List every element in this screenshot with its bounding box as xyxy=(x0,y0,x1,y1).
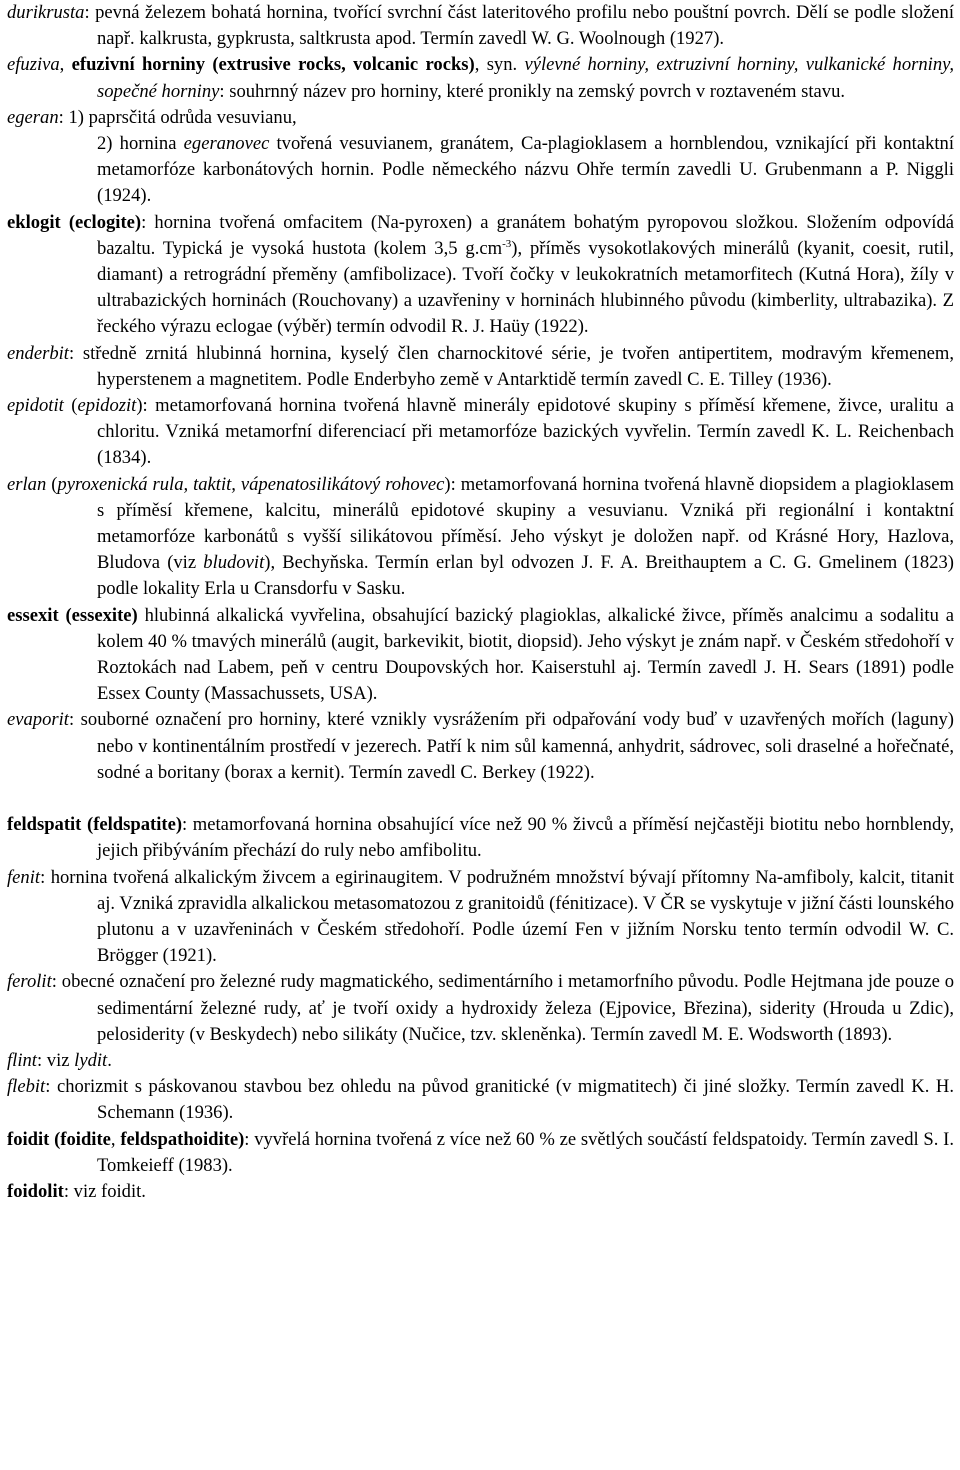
glossary-entry-durikrusta xyxy=(7,0,954,52)
entry-text: : viz foidit. xyxy=(63,1180,146,1202)
entry-text: : hornina tvořená omfacitem (Na-pyroxen) a granátem bohatým pyropovou složkou. Složením odpovídá bazaltu. Typická je vysoká hustota (kolem 3,5 g.cm xyxy=(97,211,954,259)
glossary-entry-evaporit xyxy=(7,707,954,786)
entry-text: tvořená vesuvianem, granátem, Ca-plagioklasem a hornblendou, vznikající při kontaktní metamorfóze karbonátových hornin. Podle německého názvu Ohře termín zavedli U. Grubenmann a P. Niggli (1924). xyxy=(97,133,954,207)
entry-term: egeran xyxy=(7,106,59,128)
entry-term: foidolit xyxy=(7,1180,64,1202)
entry-text: egeranovec xyxy=(183,133,270,155)
entry-text: , xyxy=(59,54,72,76)
entry-text: efuzivní horniny (extrusive rocks, volcanic rocks) xyxy=(71,54,475,76)
entry-text: ): metamorfovaná hornina tvořená hlavně diopsidem a plagioklasem s příměsí křemene, kalcitu, minerálů epidotové skupiny a vesuvianu. Vzniká při regionální i kontaktní metamorfóze karbonátů s vyšší silikátovou příměsí. Jeho výskyt je doložen např. od Krásné Hory, Hazlova, Bludova (viz xyxy=(97,473,954,574)
entry-text: hlubinná alkalická vyvřelina, obsahující bazický plagioklas, alkalické živce, příměs analcimu a sodalitu a kolem 40 % tmavých minerálů (augit, barkevikit, biotit, diopsid). Jeho výskyt je znám např. v Českém středohoří v Roztokách nad Labem, peň v centru Doupovských hor. Kaiserstuhl aj. Termín zavedl J. H. Sears (1891) podle Essex County (Massachussets, USA). xyxy=(97,604,954,705)
entry-text: feldspathoidite) xyxy=(120,1128,245,1150)
glossary-entry-ferolit xyxy=(7,969,954,1048)
entry-text: : 1) paprsčitá odrůda vesuvianu, xyxy=(58,106,297,128)
entry-term: evaporit xyxy=(7,709,69,731)
entry-term: flebit xyxy=(7,1076,46,1098)
glossary-entry-epidotit xyxy=(7,393,954,472)
entry-term: erlan xyxy=(7,473,47,495)
entry-term: enderbit xyxy=(7,342,69,364)
entry-term: durikrusta xyxy=(7,2,85,23)
glossary-entry-egeran xyxy=(7,105,954,131)
entry-text: 2) hornina xyxy=(97,133,184,155)
entry-text: : viz xyxy=(36,1049,75,1071)
entry-text: , syn. xyxy=(474,54,525,76)
glossary-entry-fenit xyxy=(7,865,954,970)
glossary-entry-flint xyxy=(7,1048,954,1074)
entry-term: epidotit xyxy=(7,395,64,417)
entry-text: : souborné označení pro horniny, které vznikly vysrážením při odpařování vody buď v uzavřených mořích (laguny) nebo v kontinentálním prostředí v jezerech. Patří k nim sůl kamenná, anhydrit, sádrovec, soli draselné a hořečnaté, sodné a boritany (borax a kernit). Termín zavedl C. Berkey (1922). xyxy=(68,709,954,783)
entry-text: : hornina tvořená alkalickým živcem a egirinaugitem. V podružném množství bývají přítomny Na-amfiboly, kalcit, titanit aj. Vzniká zpravidla alkalickou metasomatozou z granitoidů (fénitizace). V ČR se vyskytuje v jižní části lounského plutonu a v uzavřeninách v Českém středohoří. Podle území Fen v jižním Norsku tento termín odvodil W. C. Brögger (1921). xyxy=(40,866,954,967)
glossary-entry-essexit xyxy=(7,603,954,708)
entry-text: pyroxenická rula, taktit, vápenatosilikátový rohovec xyxy=(57,473,445,495)
entry-text: epidozit xyxy=(77,395,137,417)
entry-text: ( xyxy=(63,395,78,417)
entry-term: foidit (foidite xyxy=(7,1128,111,1150)
entry-text: : pevná železem bohatá hornina, tvořící svrchní část lateritového profilu nebo pouštní povrch. Dělí se podle složení např. kalkrusta, gypkrusta, saltkrusta apod. Termín zavedl W. G. Woolnough (1927). xyxy=(84,2,954,50)
entry-text: , xyxy=(110,1128,121,1150)
entry-text: ): metamorfovaná hornina tvořená hlavně minerály epidotové skupiny s příměsí křemene, živce, uralitu a chloritu. Vzniká metamorfní diferenciací při metamorfóze bazických vyvřelin. Termín zavedl K. L. Reichenbach (1834). xyxy=(97,395,954,469)
entry-text: . xyxy=(107,1049,112,1071)
glossary-entry-erlan xyxy=(7,472,954,603)
entry-text: : chorizmit s páskovanou stavbou bez ohledu na původ granitické (v migmatitech) či jiné složky. Termín zavedl K. H. Schemann (1936). xyxy=(45,1076,954,1124)
entry-term: fenit xyxy=(7,866,41,888)
entry-term: efuziva xyxy=(7,54,60,76)
glossary-entry-enderbit xyxy=(7,341,954,393)
entry-term: ferolit xyxy=(7,971,52,993)
glossary-entry-egeran-2 xyxy=(7,131,954,210)
glossary-entry-efuziva xyxy=(7,52,954,104)
entry-text: : obecné označení pro železné rudy magmatického, sedimentárního i metamorfního původu. Podle Hejtmana jde pouze o sedimentární železné rudy, ať je tvoří oxidy a hydroxidy železa (Ejpovice, Březina), siderity (Hrouda u Zdic), pelosiderity (v Beskydech) nebo silikáty (Nučice, tzv. skleněnka). Termín zavedl M. E. Wodsworth (1893). xyxy=(51,971,954,1045)
glossary-entry-feldspatit xyxy=(7,812,954,864)
entry-term: eklogit (eclogite) xyxy=(7,211,142,233)
entry-term: essexit (essexite) xyxy=(7,604,138,626)
entry-text: : metamorfovaná hornina obsahující více než 90 % živců a příměsí nejčastěji biotitu nebo hornblendy, jejich přibýváním přechází do ruly nebo amfibolitu. xyxy=(97,814,954,862)
entry-text: -3 xyxy=(502,237,512,250)
entry-text: bludovit xyxy=(203,552,265,574)
glossary-entry-foidolit xyxy=(7,1179,954,1205)
entry-term: flint xyxy=(7,1049,37,1071)
entry-text: lydit xyxy=(74,1049,108,1071)
entry-text: ), Bechyňska. Termín erlan byl odvozen J. F. A. Breithauptem a C. G. Gmelinem (1823) podle lokality Erla u Cransdorfu v Sasku. xyxy=(97,552,954,600)
entry-text: : středně zrnitá hlubinná hornina, kyselý člen charnockitové série, je tvořen antipertitem, modravým křemenem, hyperstenem a magnetitem. Podle Enderbyho země v Antarktidě termín zavedl C. E. Tilley (1936). xyxy=(68,342,954,390)
entry-text: výlevné horniny, extruzivní horniny, vulkanické horniny, sopečné horniny xyxy=(97,54,954,102)
glossary-entry-foidit xyxy=(7,1127,954,1179)
glossary-entry-eklogit xyxy=(7,210,954,341)
entry-text: : souhrnný název pro horniny, které pronikly na zemský povrch v roztaveném stavu. xyxy=(219,80,846,102)
entry-text: : vyvřelá hornina tvořená z více než 60 % ze světlých součástí feldspatoidy. Termín zavedl S. I. Tomkeieff (1983). xyxy=(97,1128,955,1176)
glossary-entry-flebit xyxy=(7,1074,954,1126)
entry-term: feldspatit (feldspatite) xyxy=(7,814,183,836)
entry-text: ), příměs vysokotlakových minerálů (kyanit, coesit, rutil, diamant) a retrográdní přeměny (amfibolizace). Tvoří čočky v leukokratních metamorfitech (Kutná Hora), žíly v ultrabazických horninách (Rouchovany) a uzavřeniny v horninách hlubinného původu (kimberlity, ultrabazika). Z řeckého výrazu eclogae (výběr) termín odvodil R. J. Haüy (1922). xyxy=(97,237,954,338)
entry-text: ( xyxy=(46,473,58,495)
